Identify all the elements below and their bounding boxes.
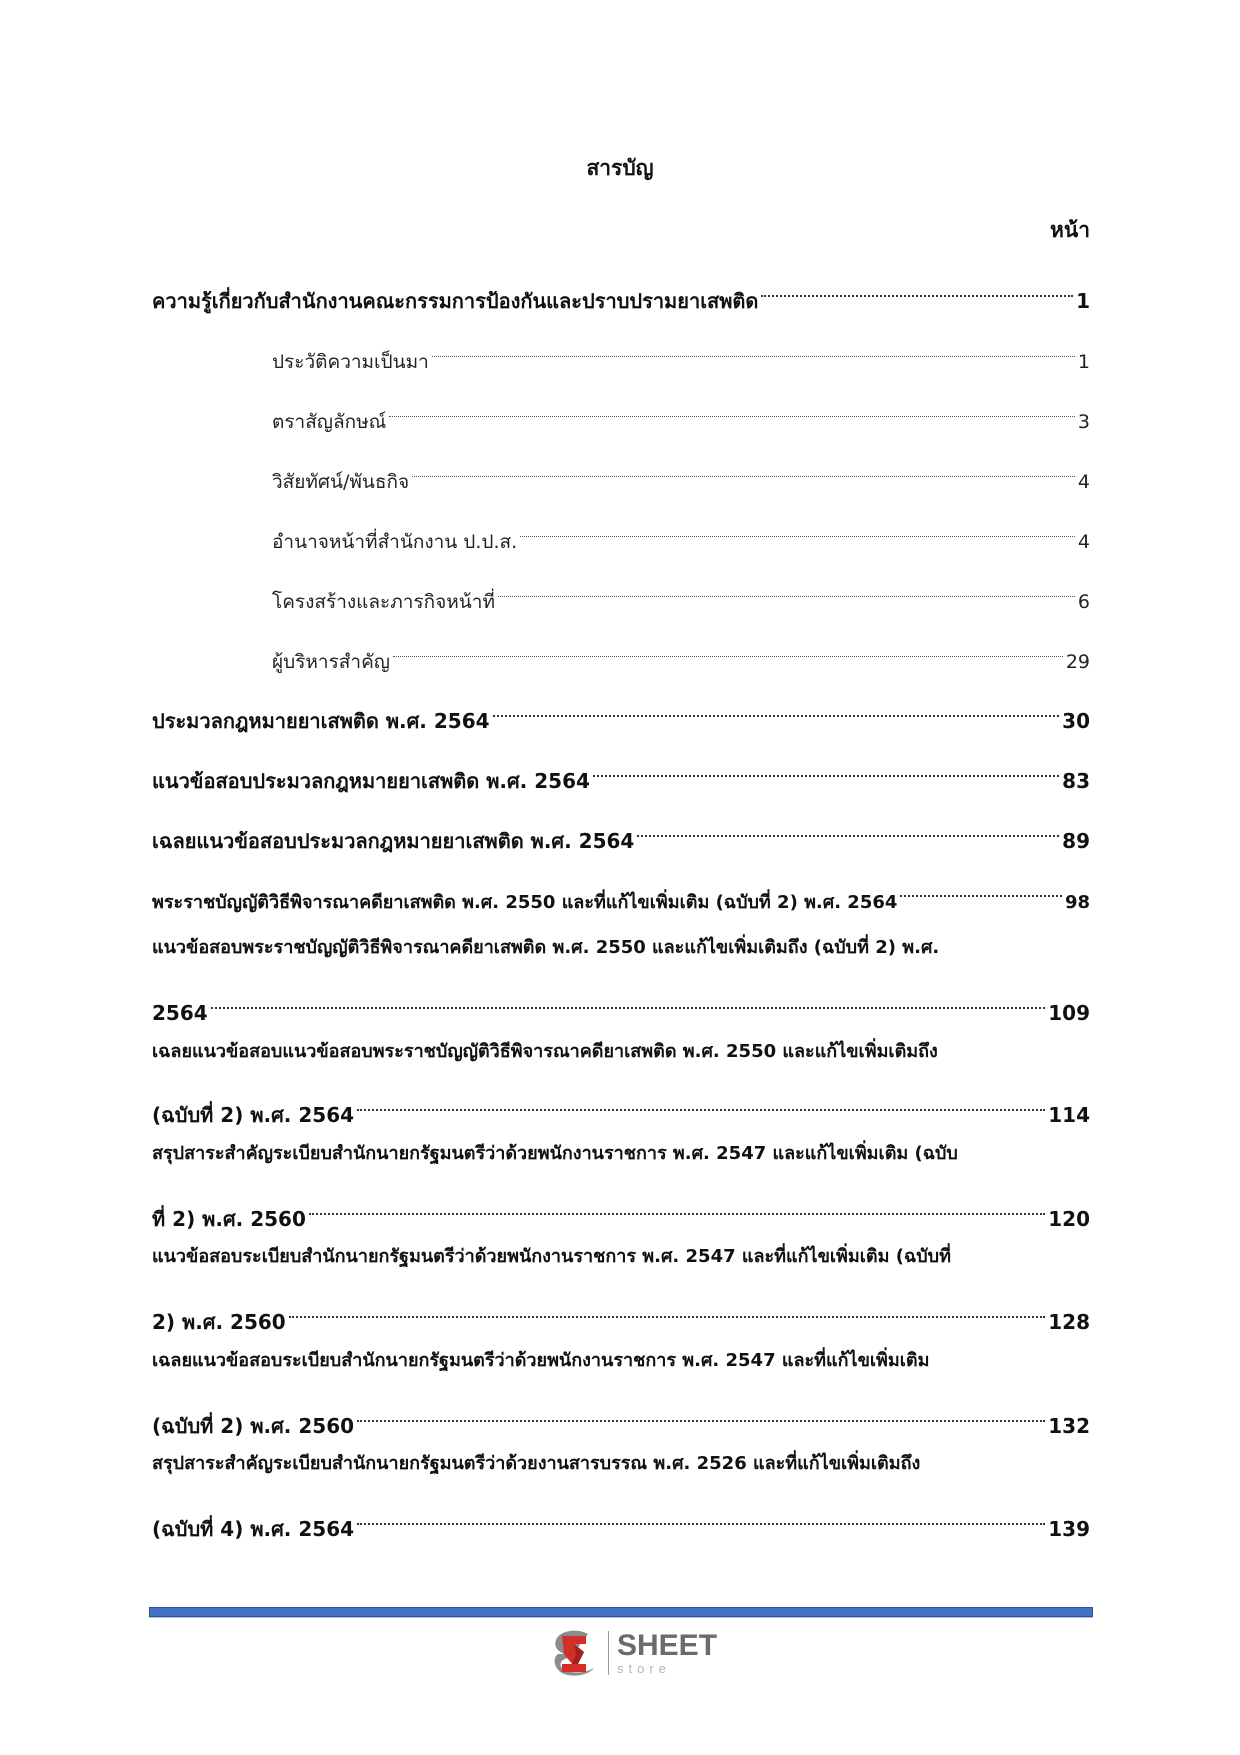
toc-entry-page: 30 <box>1062 709 1090 733</box>
toc-entry-text-line2: ที่ 2) พ.ศ. 2560 <box>152 1207 306 1231</box>
leader-dots <box>389 388 1075 428</box>
toc-entry-page: 4 <box>1077 531 1090 553</box>
toc-entry-page: 139 <box>1048 1517 1090 1541</box>
toc-entry-page: 114 <box>1048 1103 1090 1127</box>
toc-entry-text-line1: แนวข้อสอบพระราชบัญญัติวิธีพิจารณาคดียาเสพติด พ.ศ. 2550 และแก้ไขเพิ่มเติมถึง (ฉบับที่ 2) พ.ศ. <box>152 937 940 958</box>
toc-entry-page: 109 <box>1048 1001 1090 1025</box>
toc-entry-text: วิสัยทัศน์/พันธกิจ <box>272 471 410 493</box>
toc-entry-page: 6 <box>1077 591 1090 613</box>
toc-entry-text: ตราสัญลักษณ์ <box>272 411 387 433</box>
toc-subentry[interactable] <box>272 628 1090 673</box>
toc-entry-page: 4 <box>1077 471 1090 493</box>
leader-dots <box>498 568 1075 608</box>
toc-entry-text: พระราชบัญญัติวิธีพิจารณาคดียาเสพติด พ.ศ. 2550 และที่แก้ไขเพิ่มเติม (ฉบับที่ 2) พ.ศ. 2564 <box>152 892 898 913</box>
leader-dots <box>357 1393 1045 1433</box>
toc-entry-text: ความรู้เกี่ยวกับสำนักงานคณะกรรมการป้องกันและปราบปรามยาเสพติด <box>152 289 759 313</box>
toc-entry-text-line2: (ฉบับที่ 2) พ.ศ. 2560 <box>152 1414 355 1438</box>
footer-divider-bar <box>149 1607 1093 1617</box>
toc-entry-page: 1 <box>1076 289 1090 313</box>
toc-entry-line2 <box>152 1393 1090 1438</box>
toc-entry-page: 128 <box>1048 1310 1090 1334</box>
toc-entry-page: 89 <box>1062 829 1090 853</box>
toc-entry-text: อำนาจหน้าที่สำนักงาน ป.ป.ส. <box>272 531 518 553</box>
toc-entry[interactable] <box>152 868 1090 913</box>
leader-dots <box>289 1289 1046 1329</box>
sheet-store-logo <box>548 1628 717 1678</box>
toc-entry-text: ผู้บริหารสำคัญ <box>272 651 390 673</box>
toc-entry-text-line1: สรุปสาระสำคัญระเบียบสำนักนายกรัฐมนตรีว่าด้วยงานสารบรรณ พ.ศ. 2526 และที่แก้ไขเพิ่มเติมถึง <box>152 1453 921 1474</box>
toc-entry[interactable] <box>152 688 1090 733</box>
leader-dots <box>412 448 1075 488</box>
toc-entry-page: 29 <box>1065 651 1090 673</box>
leader-dots <box>432 328 1075 368</box>
leader-dots <box>637 808 1059 848</box>
leader-dots <box>357 1496 1045 1536</box>
toc-entry-line2 <box>152 1289 1090 1334</box>
toc-entry-text-line2: (ฉบับที่ 4) พ.ศ. 2564 <box>152 1517 355 1541</box>
toc-entry-text: เฉลยแนวข้อสอบประมวลกฎหมายยาเสพติด พ.ศ. 2564 <box>152 829 635 853</box>
toc-entry-line2 <box>152 980 1090 1025</box>
toc-entry-text-line2: 2564 <box>152 1001 208 1025</box>
leader-dots <box>900 868 1062 908</box>
page-title: สารบัญ <box>586 156 654 180</box>
toc-entry-page: 98 <box>1064 892 1090 913</box>
toc-entry[interactable] <box>152 268 1090 313</box>
leader-dots <box>520 508 1075 548</box>
toc-entry-line2 <box>152 1186 1090 1231</box>
toc-entry-line2 <box>152 1082 1090 1127</box>
toc-subentry[interactable] <box>272 508 1090 553</box>
toc-entry-text-line1: เฉลยแนวข้อสอบระเบียบสำนักนายกรัฐมนตรีว่าด้วยพนักงานราชการ พ.ศ. 2547 และที่แก้ไขเพิ่มเติม <box>152 1350 930 1371</box>
logo-brand-sub: store <box>617 1661 671 1676</box>
toc-entry-line2 <box>152 1496 1090 1541</box>
leader-dots <box>493 688 1060 728</box>
toc-entry-page: 3 <box>1077 411 1090 433</box>
toc-entry-text: ประวัติความเป็นมา <box>272 351 429 373</box>
toc-entry-text-line1: เฉลยแนวข้อสอบแนวข้อสอบพระราชบัญญัติวิธีพิจารณาคดียาเสพติด พ.ศ. 2550 และแก้ไขเพิ่มเติมถึง <box>152 1041 938 1062</box>
toc-entry-text-line1: แนวข้อสอบระเบียบสำนักนายกรัฐมนตรีว่าด้วยพนักงานราชการ พ.ศ. 2547 และที่แก้ไขเพิ่มเติม (ฉบับที่ <box>152 1246 951 1267</box>
toc-subentry[interactable] <box>272 328 1090 373</box>
toc-entry-text-line2: (ฉบับที่ 2) พ.ศ. 2564 <box>152 1103 355 1127</box>
toc-entry-page: 1 <box>1077 351 1090 373</box>
logo-brand-name: SHEET <box>617 1629 718 1662</box>
logo-wordmark <box>617 1631 717 1675</box>
leader-dots <box>309 1186 1045 1226</box>
toc-entry[interactable] <box>152 808 1090 853</box>
toc-entry-page: 120 <box>1048 1207 1090 1231</box>
leader-dots <box>393 628 1063 668</box>
toc-entry-text-line1: สรุปสาระสำคัญระเบียบสำนักนายกรัฐมนตรีว่าด้วยพนักงานราชการ พ.ศ. 2547 และแก้ไขเพิ่มเติม (ฉบับ <box>152 1143 958 1164</box>
toc-entry-text: โครงสร้างและภารกิจหน้าที่ <box>272 591 495 613</box>
sheet-store-s-logo-icon <box>548 1628 602 1678</box>
toc-subentry[interactable] <box>272 448 1090 493</box>
toc-entry-text: แนวข้อสอบประมวลกฎหมายยาเสพติด พ.ศ. 2564 <box>152 769 590 793</box>
leader-dots <box>357 1082 1045 1122</box>
toc-entry-page: 132 <box>1048 1414 1090 1438</box>
toc-entry-text-line2: 2) พ.ศ. 2560 <box>152 1310 286 1334</box>
leader-dots <box>761 268 1073 308</box>
toc-entry-text: ประมวลกฎหมายยาเสพติด พ.ศ. 2564 <box>152 709 490 733</box>
page-column-label: หน้า <box>1050 218 1090 242</box>
logo-divider <box>608 1631 609 1675</box>
toc-entry[interactable] <box>152 748 1090 793</box>
leader-dots <box>593 748 1059 788</box>
leader-dots <box>211 980 1046 1020</box>
toc-subentry[interactable] <box>272 388 1090 433</box>
toc-subentry[interactable] <box>272 568 1090 613</box>
toc-entry-page: 83 <box>1062 769 1090 793</box>
